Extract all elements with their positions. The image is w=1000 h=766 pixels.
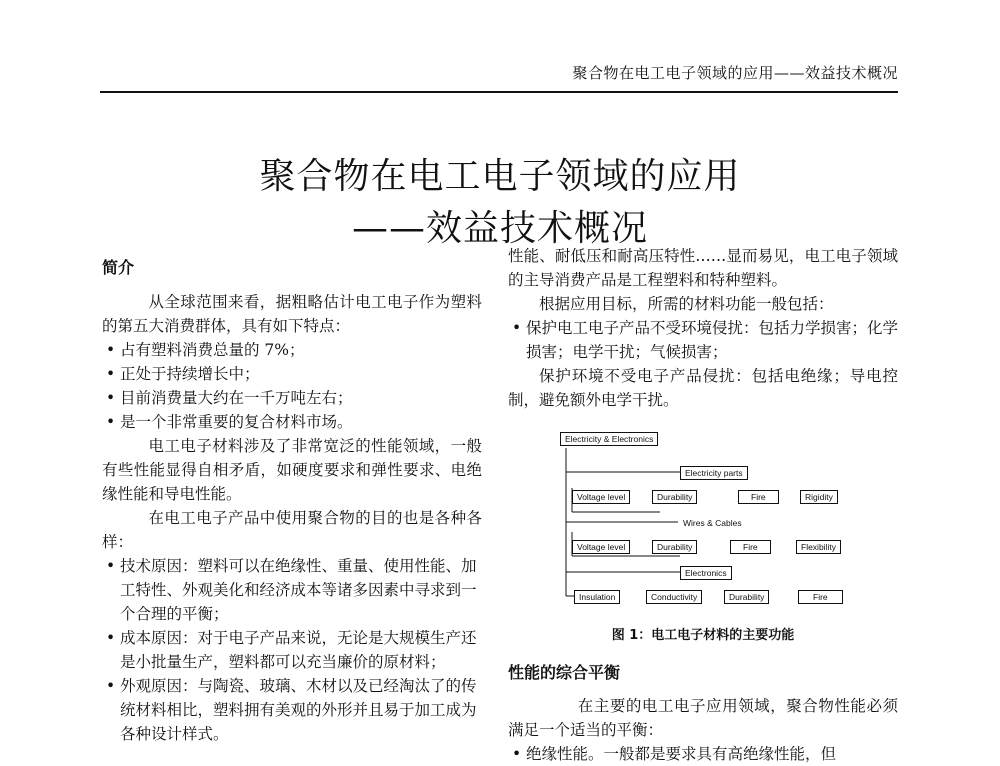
paragraph: 根据应用目标，所需的材料功能一般包括：	[539, 295, 834, 313]
paragraph: 性能、耐低压和耐高压特性……显而易见，电工电子领域的主导消费产品是工程塑料和特种塑料。	[508, 247, 898, 289]
diagram-item: Durability	[652, 490, 697, 504]
diagram-item: Durability	[724, 590, 769, 604]
diagram-item: Insulation	[574, 590, 620, 604]
article-subtitle: ——效益技术概况	[352, 208, 649, 249]
article-title: 聚合物在电工电子领域的应用	[259, 156, 741, 197]
diagram-item: Rigidity	[800, 490, 838, 504]
paragraph: 保护环境不受电子产品侵扰：包括电绝缘；导电控制，避免额外电学干扰。	[508, 367, 898, 409]
paragraph: 在电工电子产品中使用聚合物的目的也是各种各样：	[102, 509, 482, 551]
left-column	[102, 256, 482, 746]
running-header: 聚合物在电工电子领域的应用——效益技术概况	[572, 64, 898, 82]
list-item: • 目前消费量大约在一千万吨左右；	[102, 386, 482, 410]
paragraph: 电工电子材料涉及了非常宽泛的性能领域，一般有些性能显得自相矛盾，如硬度要求和弹性要求、电绝缘性能和导电性能。	[102, 437, 482, 503]
intro-paragraph: 从全球范围来看，据粗略估计电工电子作为塑料的第五大消费群体，具有如下特点：	[102, 293, 482, 335]
list-item: • 外观原因：与陶瓷、玻璃、木材以及已经淘汰了的传统材料相比，塑料拥有美观的外形并且易于加工成为各种设计样式。	[102, 674, 482, 746]
list-item: • 占有塑料消费总量的 7%；	[102, 338, 482, 362]
list-item: • 是一个非常重要的复合材料市场。	[102, 410, 482, 434]
diagram-item: Durability	[652, 540, 697, 554]
list-item: • 保护电工电子产品不受环境侵扰：包括力学损害；化学损害；电学干扰；气候损害；	[508, 316, 898, 364]
diagram-item: Voltage level	[572, 490, 630, 504]
diagram-item: Voltage level	[572, 540, 630, 554]
paragraph: 在主要的电工电子应用领域，聚合物性能必须满足一个适当的平衡：	[508, 697, 898, 739]
list-item: • 绝缘性能。一般都是要求具有高绝缘性能，但	[508, 742, 898, 766]
section-heading-intro: 简介	[102, 258, 135, 277]
diagram-group-label: Electronics	[680, 566, 732, 580]
balance-section	[508, 694, 898, 766]
figure-caption: 图 1：电工电子材料的主要功能	[611, 628, 795, 643]
diagram-item: Conductivity	[646, 590, 702, 604]
function-list	[508, 316, 898, 364]
materials-diagram	[560, 428, 880, 620]
right-column	[508, 244, 898, 412]
list-item: • 正处于持续增长中；	[102, 362, 482, 386]
header-rule	[100, 91, 898, 93]
diagram-item: Flexibility	[796, 540, 841, 554]
section-heading-balance: 性能的综合平衡	[508, 663, 621, 682]
reason-list	[102, 554, 482, 746]
diagram-root-box: Electricity & Electronics	[560, 432, 658, 446]
balance-list	[508, 742, 898, 766]
feature-list	[102, 338, 482, 434]
diagram-group-label: Electricity parts	[680, 466, 748, 480]
diagram-item: Fire	[730, 540, 771, 554]
diagram-item: Fire	[738, 490, 779, 504]
diagram-group-label: Wires & Cables	[678, 516, 747, 530]
list-item: • 成本原因：对于电子产品来说，无论是大规模生产还是小批量生产，塑料都可以充当廉价的原材料；	[102, 626, 482, 674]
diagram-item: Fire	[798, 590, 843, 604]
list-item: • 技术原因：塑料可以在绝缘性、重量、使用性能、加工特性、外观美化和经济成本等诸多因素中寻求到一个合理的平衡；	[102, 554, 482, 626]
